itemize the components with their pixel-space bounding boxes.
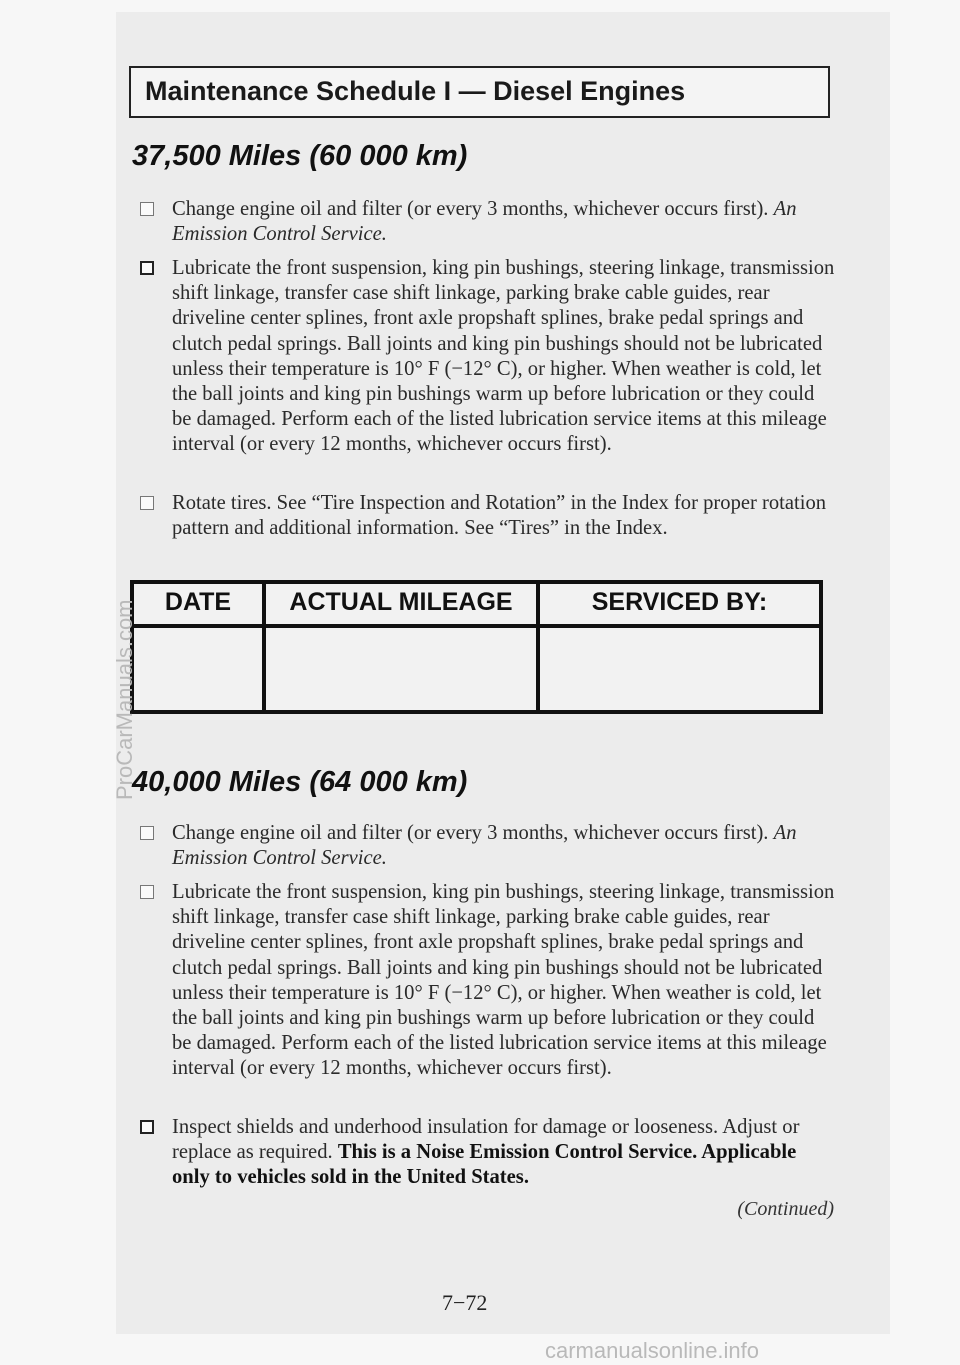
item-emphasis: An Emission Control Service. <box>172 822 797 870</box>
checklist-item <box>135 1115 835 1191</box>
item-text: Inspect shields and underhood insulation for damage or looseness. Adjust or replace as required. <box>172 1116 800 1164</box>
item-bold-note: This is a Noise Emission Control Service. Applicable only to vehicles sold in the United States. <box>172 1141 797 1189</box>
checklist-item <box>135 256 835 458</box>
checkbox[interactable] <box>140 1120 154 1134</box>
checkbox[interactable] <box>140 261 154 275</box>
item-text: Lubricate the front suspension, king pin bushings, steering linkage, transmission shift linkage, transfer case shift linkage, parking brake cable guides, rear driveline center splines, front axle propshaft splines, brake pedal springs and clutch pedal springs. Ball joints and king pin bushings should not be lubricated unless their temperature is 10° F (−12° C), or higher. When weather is cold, let the ball joints and king pin bushings warm up before lubrication or they could be damaged. Perform each of the listed lubrication service items at this mileage interval (or every 12 months, whichever occurs first). <box>172 257 835 456</box>
checkbox[interactable] <box>140 885 154 899</box>
column-divider <box>536 584 540 710</box>
checklist-item <box>135 821 835 871</box>
column-header-serviced-by: SERVICED BY: <box>591 588 768 616</box>
item-emphasis: An Emission Control Service. <box>172 198 797 246</box>
checklist-item <box>135 197 835 247</box>
continued-note: (Continued) <box>737 1198 834 1220</box>
page-number: 7−72 <box>442 1290 488 1315</box>
item-text: Rotate tires. See “Tire Inspection and Rotation” in the Index for proper rotation pattern and additional information. See “Tires” in the Index. <box>172 492 827 540</box>
column-header-date: DATE <box>164 588 232 616</box>
section-heading-37500: 37,500 Miles (60 000 km) <box>132 140 468 172</box>
table-header-row <box>134 584 819 628</box>
service-record-table <box>130 580 823 714</box>
page-header <box>129 66 830 118</box>
checkbox[interactable] <box>140 826 154 840</box>
item-text: Change engine oil and filter (or every 3 months, whichever occurs first). <box>172 198 769 220</box>
item-text: Change engine oil and filter (or every 3 months, whichever occurs first). <box>172 822 769 844</box>
checklist-item <box>135 880 835 1082</box>
checkbox[interactable] <box>140 496 154 510</box>
column-divider <box>262 584 266 710</box>
checklist-item <box>135 491 835 541</box>
page-title: Maintenance Schedule I — Diesel Engines <box>145 76 686 106</box>
watermark-left: ProCarManuals.com <box>112 599 137 800</box>
column-header-actual-mileage: ACTUAL MILEAGE <box>289 588 513 616</box>
item-text: Lubricate the front suspension, king pin bushings, steering linkage, transmission shift linkage, transfer case shift linkage, parking brake cable guides, rear driveline center splines, front axle propshaft splines, brake pedal springs and clutch pedal springs. Ball joints and king pin bushings should not be lubricated unless their temperature is 10° F (−12° C), or higher. When weather is cold, let the ball joints and king pin bushings warm up before lubrication or they could be damaged. Perform each of the listed lubrication service items at this mileage interval (or every 12 months, whichever occurs first). <box>172 881 835 1080</box>
section-heading-40000: 40,000 Miles (64 000 km) <box>132 766 468 798</box>
watermark-bottom: carmanualsonline.info <box>545 1338 760 1363</box>
checkbox[interactable] <box>140 202 154 216</box>
